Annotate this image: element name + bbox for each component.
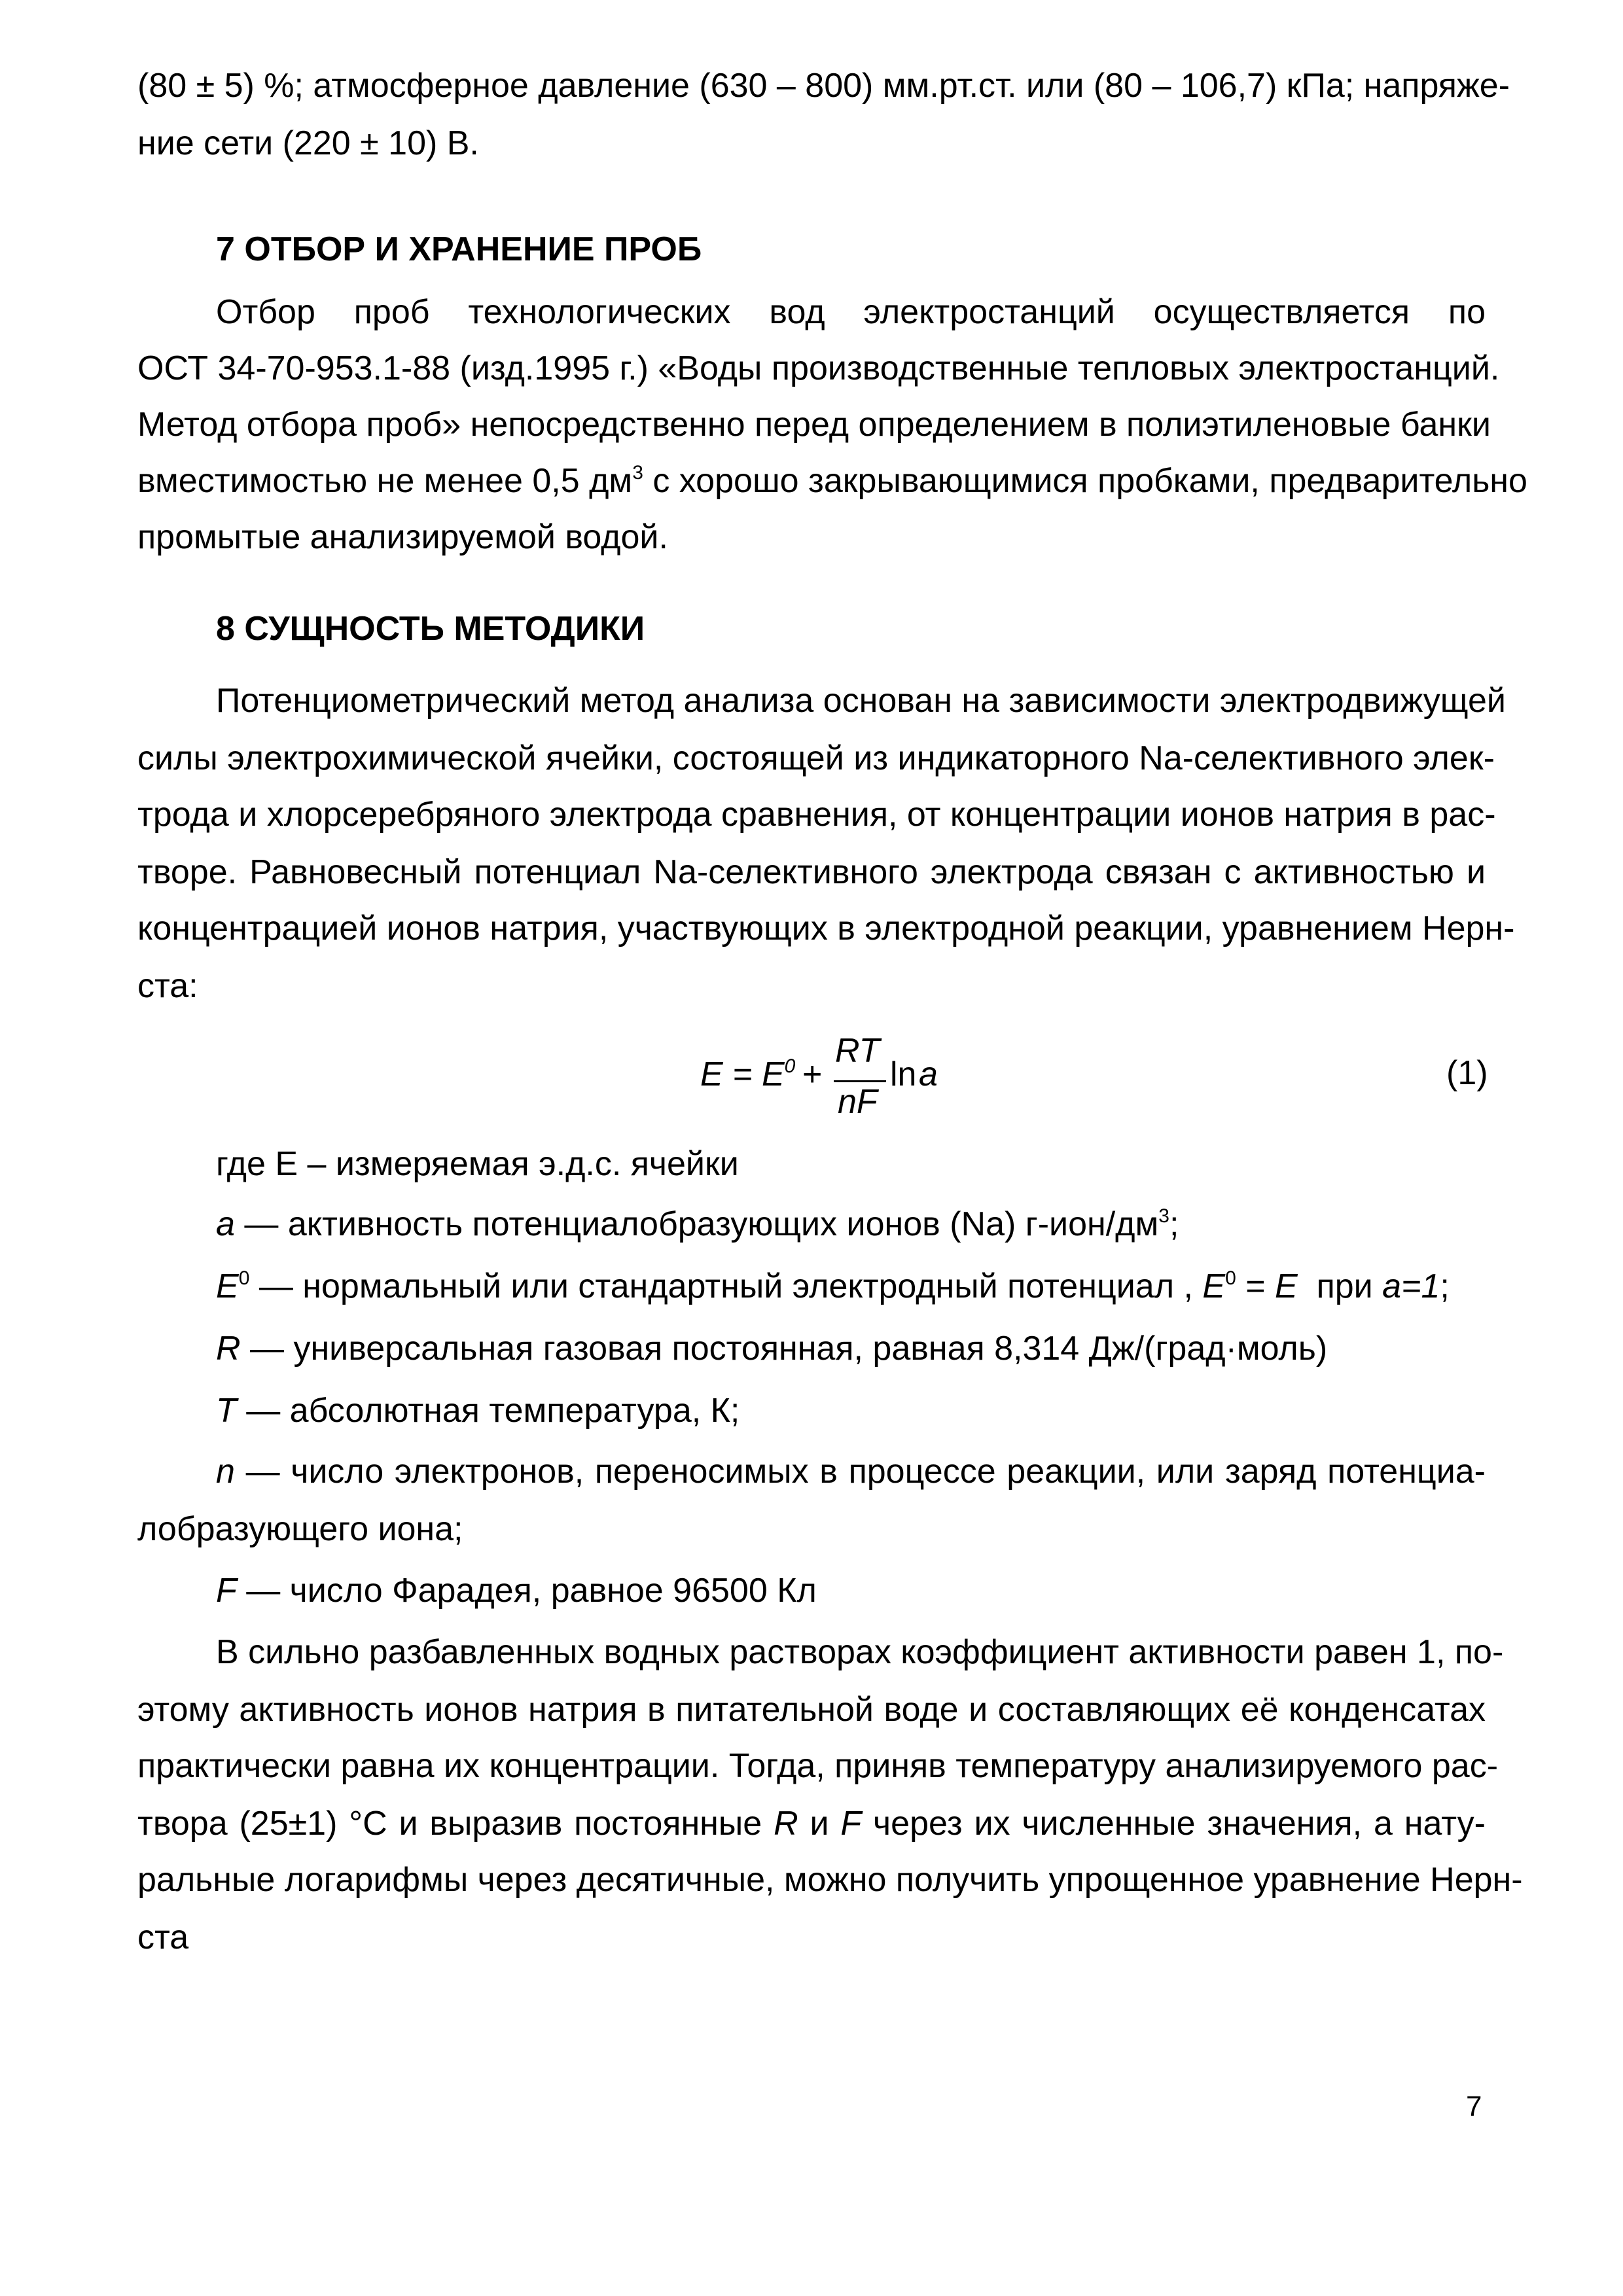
symbol: F bbox=[840, 1805, 862, 1843]
superscript: 0 bbox=[238, 1267, 250, 1289]
equation-number: (1) bbox=[1446, 1054, 1488, 1092]
text-line: (80 ± 5) %; атмосферное давление (630 – 800) мм.рт.ст. или (80 – 106,7) кПа; напряже- bbox=[137, 67, 1510, 105]
text-line: концентрацией ионов натрия, участвующих в электродной реакции, уравнением Нерн- bbox=[137, 910, 1515, 947]
definition-f bbox=[216, 1570, 1486, 1611]
page-number: 7 bbox=[1466, 2091, 1482, 2123]
symbol: E bbox=[1275, 1267, 1298, 1305]
text-fragment: твора (25±1) °С и выразив постоянные bbox=[137, 1805, 774, 1843]
formula-numerator: RT bbox=[835, 1032, 880, 1070]
nernst-formula bbox=[700, 1027, 962, 1132]
text-line: практически равна их концентрации. Тогда, приняв температуру анализируемого рас- bbox=[137, 1747, 1499, 1785]
symbol: E bbox=[1202, 1267, 1226, 1305]
condition: a=1 bbox=[1382, 1267, 1440, 1305]
formula-argument: a bbox=[919, 1055, 938, 1093]
section-heading-7: 7 ОТБОР И ХРАНЕНИЕ ПРОБ bbox=[216, 230, 702, 268]
symbol: R bbox=[216, 1330, 241, 1368]
text-line: промытые анализируемой водой. bbox=[137, 518, 668, 556]
formula-lhs: $E = E^0$ bbox=[700, 1055, 796, 1093]
text-fragment: — универсальная газовая постоянная, равная 8,314 Дж/(град·моль) bbox=[240, 1330, 1328, 1368]
symbol: R bbox=[774, 1805, 798, 1843]
formula-plus: + bbox=[802, 1055, 823, 1093]
text-line: В сильно разбавленных водных растворах коэффициент активности равен 1, по- bbox=[216, 1633, 1504, 1671]
text-fragment: — число Фарадея, равное 96500 Кл bbox=[236, 1572, 817, 1610]
text-line: ОСТ 34-70-953.1-88 (изд.1995 г.) «Воды производственные тепловых электростанций. bbox=[137, 349, 1500, 387]
formula-ln: ln bbox=[890, 1055, 917, 1093]
text-line: лобразующего иона; bbox=[137, 1510, 463, 1548]
definition-a bbox=[216, 1204, 1486, 1245]
text-fragment: — активность потенциалобразующих ионов (Na) г-ион/дм bbox=[234, 1205, 1159, 1243]
text-line: ральные логарифмы через десятичные, можно получить упрощенное уравнение Нерн- bbox=[137, 1861, 1523, 1899]
symbol: T bbox=[216, 1392, 237, 1430]
superscript: 0 bbox=[1225, 1267, 1236, 1289]
symbol: F bbox=[216, 1572, 237, 1610]
text-fragment: — абсолютная температура, К; bbox=[236, 1392, 740, 1430]
text-line bbox=[137, 1803, 1486, 1844]
definition-r bbox=[216, 1328, 1486, 1369]
text-fragment: и bbox=[798, 1805, 841, 1843]
text-line: где Е – измеряемая э.д.с. ячейки bbox=[216, 1145, 739, 1183]
superscript: 3 bbox=[632, 461, 643, 484]
definition-n bbox=[216, 1451, 1486, 1492]
definition-e0 bbox=[216, 1266, 1486, 1307]
text-line: Потенциометрический метод анализа основан на зависимости электродвижущей bbox=[216, 682, 1506, 720]
text-fragment: с хорошо закрывающимися пробками, предварительно bbox=[643, 462, 1527, 500]
text-line: ста bbox=[137, 1918, 189, 1956]
text-fragment: ; bbox=[1440, 1267, 1450, 1305]
text-line: ста: bbox=[137, 967, 198, 1005]
text-line: Отбор проб технологических вод электростанций осуществляется по bbox=[216, 293, 1486, 331]
symbol: E bbox=[216, 1267, 239, 1305]
text-line: ние сети (220 ± 10) В. bbox=[137, 124, 479, 162]
symbol: a bbox=[216, 1205, 235, 1243]
symbol: n bbox=[216, 1453, 235, 1491]
text-fragment: ; bbox=[1169, 1205, 1179, 1243]
text-fragment: при bbox=[1297, 1267, 1383, 1305]
text-fragment: = bbox=[1236, 1267, 1275, 1305]
text-line: творе. Равновесный потенциал Na-селективного электрода связан с активностью и bbox=[137, 853, 1486, 891]
text-line: силы электрохимической ячейки, состоящей из индикаторного Na-селективного элек- bbox=[137, 739, 1495, 777]
text-line: этому активность ионов натрия в питательной воде и составляющих её конденсатах bbox=[137, 1691, 1486, 1729]
text-line bbox=[137, 461, 1527, 501]
text-fragment: — число электронов, переносимых в процессе реакции, или заряд потенциа- bbox=[234, 1453, 1486, 1491]
text-line: трода и хлорсеребряного электрода сравнения, от концентрации ионов натрия в рас- bbox=[137, 796, 1496, 834]
text-line: Метод отбора проб» непосредственно перед определением в полиэтиленовые банки bbox=[137, 406, 1491, 444]
formula-denominator: nF bbox=[838, 1083, 878, 1121]
superscript: 3 bbox=[1158, 1205, 1169, 1227]
text-fragment: — нормальный или стандартный электродный потенциал , bbox=[249, 1267, 1203, 1305]
text-fragment: вместимостью не менее 0,5 дм bbox=[137, 462, 633, 500]
text-fragment: через их численные значения, а нату- bbox=[861, 1805, 1486, 1843]
definition-t bbox=[216, 1390, 1486, 1431]
section-heading-8: 8 СУЩНОСТЬ МЕТОДИКИ bbox=[216, 610, 645, 648]
